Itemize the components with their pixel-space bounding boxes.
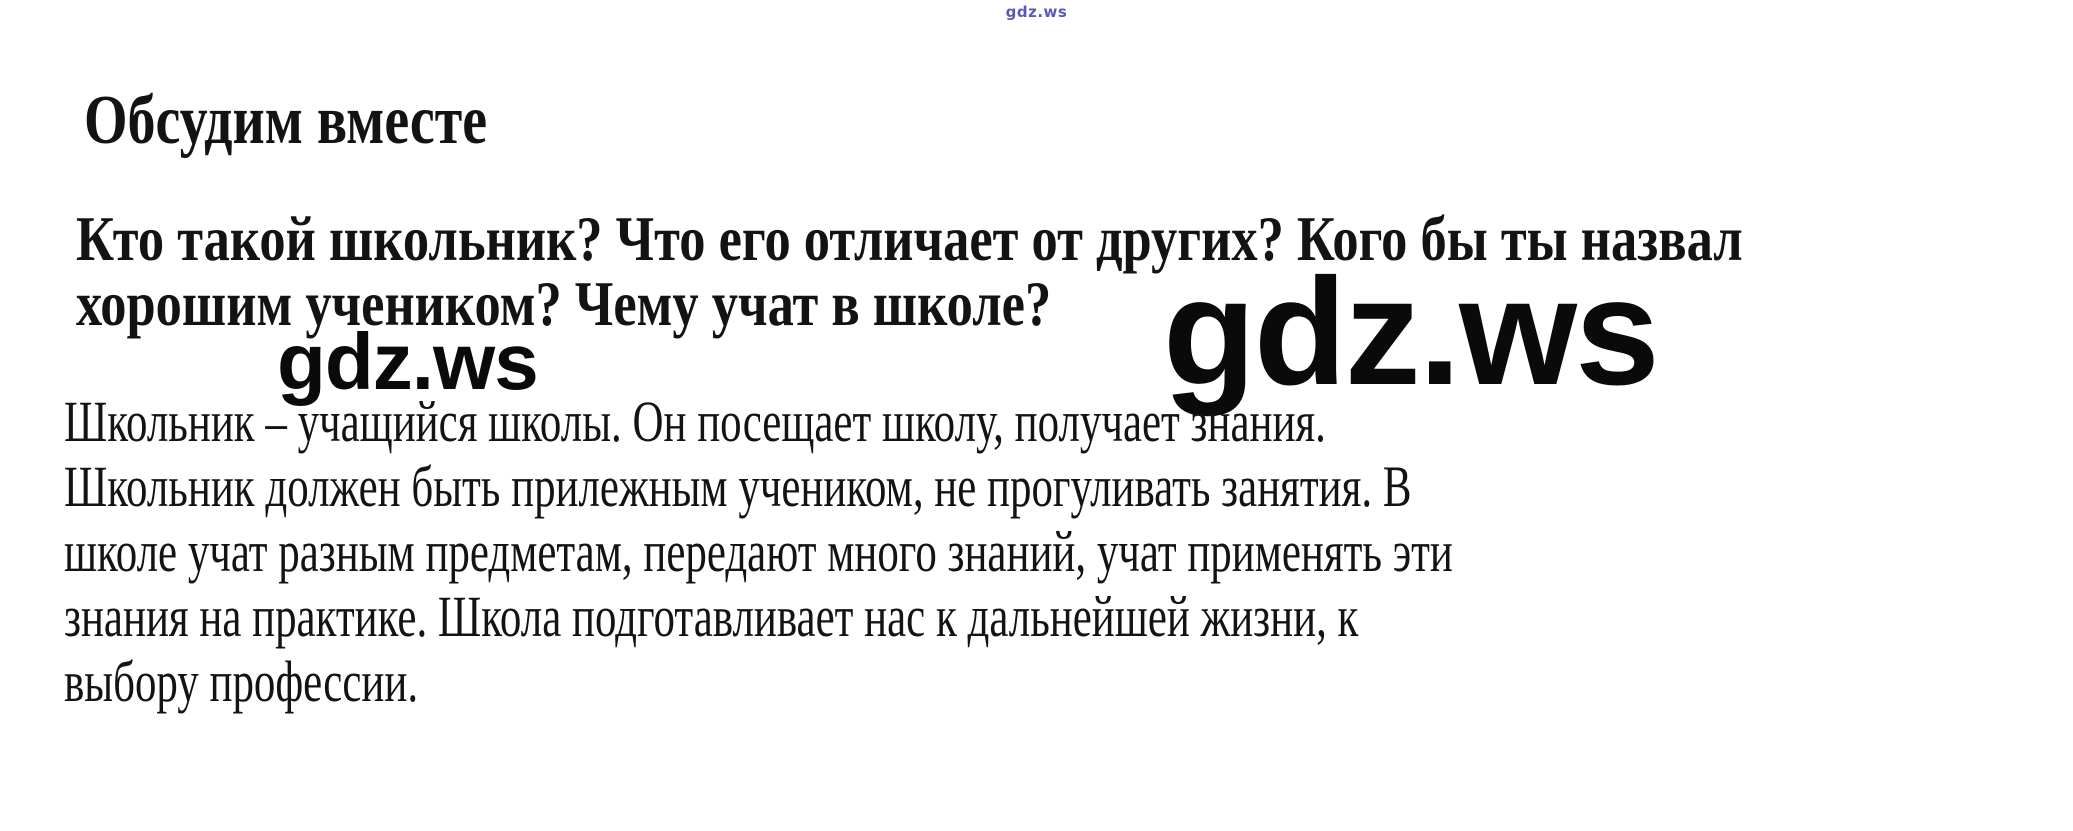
answer-line: выбору профессии. (64, 649, 419, 714)
question-line: хорошим учеником? Чему учат в школе? (76, 268, 1052, 339)
answer-line: Школьник должен быть прилежным учеником, не прогуливать занятия. В (64, 454, 1412, 519)
site-watermark-top: gdz.ws (1005, 3, 1068, 21)
answer-paragraph (64, 389, 1453, 714)
answer-line: Школьник – учащийся школы. Он посещает школу, получает знания. (64, 389, 1326, 454)
question-line: Кто такой школьник? Что его отличает от других? Кого бы ты назвал (76, 203, 1743, 274)
site-watermark-large: gdz.ws (1163, 247, 1658, 417)
answer-line: знания на практике. Школа подготавливает нас к дальнейшей жизни, к (64, 584, 1359, 649)
answer-line: школе учат разным предметам, передают много знаний, учат применять эти (64, 519, 1453, 584)
section-heading: Обсудим вместе (84, 82, 488, 159)
site-watermark-medium: gdz.ws (277, 317, 538, 406)
